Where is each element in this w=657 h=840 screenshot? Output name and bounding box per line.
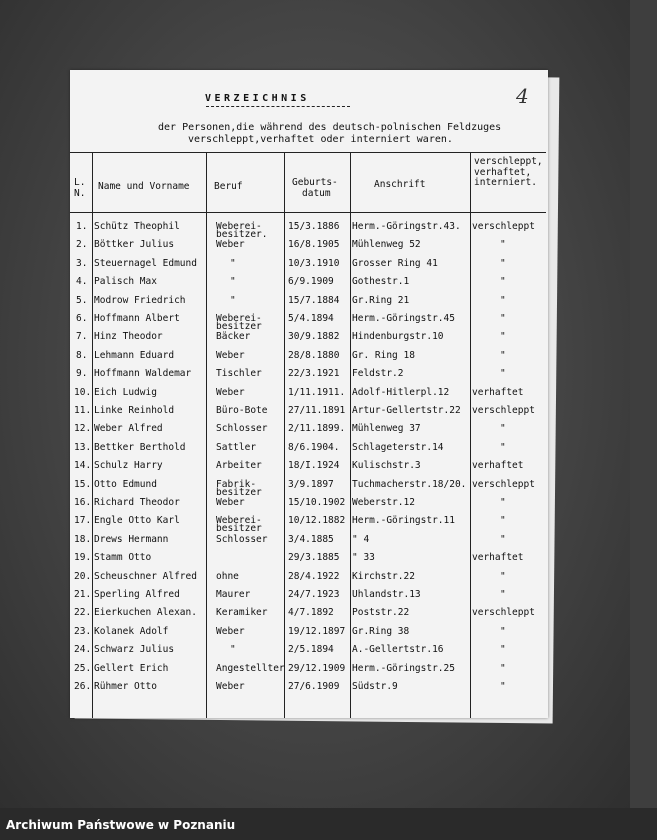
row-date: 28/4.1922 — [288, 570, 340, 582]
row-date: 8/6.1904. — [288, 441, 340, 453]
row-beruf: " — [230, 257, 236, 269]
row-status: " — [500, 533, 506, 545]
row-status: " — [500, 368, 506, 380]
row-name: Sperling Alfred — [94, 589, 180, 600]
row-beruf: Weberei- — [216, 515, 262, 527]
row-beruf: Bäcker — [216, 331, 251, 343]
row-date: 29/12.1909 — [288, 662, 346, 674]
row-date: 29/3.1885 — [288, 552, 340, 564]
row-number: 10. — [74, 386, 92, 398]
col-rule-beruf — [284, 152, 285, 718]
subtitle-line-1: der Personen,die während des deutsch-polnischen Feldzuges — [158, 122, 502, 133]
title-underline — [206, 106, 350, 107]
row-address: Hindenburgstr.10 — [352, 331, 444, 343]
row-number: 11. — [74, 405, 92, 416]
row-date: 15/10.1902 — [288, 497, 346, 508]
row-date: 3/9.1897 — [288, 478, 334, 490]
row-beruf: Weber — [216, 349, 245, 361]
row-address: Grosser Ring 41 — [352, 257, 438, 269]
row-number: 6. — [76, 313, 88, 324]
row-number: 4. — [76, 276, 88, 288]
row-status: " — [500, 497, 506, 508]
row-beruf: Weber — [216, 239, 245, 251]
row-status: " — [500, 331, 506, 343]
row-number: 3. — [76, 257, 88, 269]
row-beruf: Weber — [216, 681, 245, 692]
row-number: 22. — [74, 607, 92, 619]
row-date: 15/3.1886 — [288, 221, 340, 232]
col-rule-name — [206, 152, 207, 718]
row-number: 9. — [76, 368, 88, 380]
row-beruf-continued: besitzer — [216, 523, 262, 535]
row-beruf: Arbeiter — [216, 460, 262, 472]
row-name: Drews Hermann — [94, 533, 169, 545]
row-name: Hoffmann Waldemar — [94, 368, 192, 380]
row-beruf: Maurer — [216, 589, 251, 600]
header-anschrift: Anschrift — [374, 179, 426, 190]
row-date: 18/I.1924 — [288, 460, 340, 472]
row-address: Herm.-Göringstr.25 — [352, 662, 455, 674]
row-status: " — [500, 644, 506, 656]
row-status: " — [500, 589, 506, 600]
subtitle-line-2: verschleppt,verhaftet oder interniert waren. — [188, 134, 453, 145]
row-date: 10/12.1882 — [288, 515, 346, 527]
row-date: 19/12.1897 — [288, 625, 346, 637]
header-ln: L. N. — [74, 177, 86, 199]
row-name: Engle Otto Karl — [94, 515, 180, 527]
row-name: Hinz Theodor — [94, 331, 163, 343]
row-address: Artur-Gellertstr.22 — [352, 405, 461, 416]
row-status: " — [500, 662, 506, 674]
row-beruf-continued: besitzer — [216, 321, 262, 332]
row-beruf: " — [230, 276, 236, 288]
row-address: Schlageterstr.14 — [352, 441, 444, 453]
row-number: 8. — [76, 349, 88, 361]
row-name: Stamm Otto — [94, 552, 152, 564]
row-number: 5. — [76, 294, 88, 306]
col-rule-ln — [92, 152, 93, 718]
row-beruf: Schlosser — [216, 423, 268, 435]
row-address: Gr.Ring 38 — [352, 625, 410, 637]
row-beruf: Weber — [216, 497, 245, 508]
row-number: 12. — [74, 423, 92, 435]
row-beruf: " — [230, 294, 236, 306]
row-status: " — [500, 239, 506, 251]
row-number: 15. — [74, 478, 92, 490]
row-number: 23. — [74, 625, 92, 637]
row-date: 6/9.1909 — [288, 276, 334, 288]
row-date: 3/4.1885 — [288, 533, 334, 545]
row-number: 26. — [74, 681, 92, 692]
col-rule-addr — [470, 152, 471, 718]
table-header-rule — [70, 212, 546, 213]
row-beruf-continued: besitzer — [216, 486, 262, 498]
row-date: 16/8.1905 — [288, 239, 340, 251]
row-status: " — [500, 625, 506, 637]
row-address: Herm.-Göringstr.43. — [352, 221, 461, 232]
row-date: 27/11.1891 — [288, 405, 346, 416]
row-status: " — [500, 349, 506, 361]
row-name: Weber Alfred — [94, 423, 163, 435]
row-name: Böttker Julius — [94, 239, 175, 251]
row-date: 2/11.1899. — [288, 423, 346, 435]
row-status: " — [500, 441, 506, 453]
row-date: 24/7.1923 — [288, 589, 340, 600]
row-status: " — [500, 276, 506, 288]
row-status: " — [500, 681, 506, 692]
row-status: " — [500, 423, 506, 435]
row-status: verschleppt — [472, 607, 535, 619]
row-date: 1/11.1911. — [288, 386, 346, 398]
row-address: Südstr.9 — [352, 681, 398, 692]
row-number: 18. — [74, 533, 92, 545]
row-name: Eierkuchen Alexan. — [94, 607, 197, 619]
row-number: 17. — [74, 515, 92, 527]
row-beruf: Weber — [216, 625, 245, 637]
row-name: Lehmann Eduard — [94, 349, 175, 361]
row-date: 10/3.1910 — [288, 257, 340, 269]
row-number: 1. — [76, 221, 88, 232]
row-beruf: Keramiker — [216, 607, 268, 619]
row-beruf: Tischler — [216, 368, 262, 380]
row-date: 15/7.1884 — [288, 294, 340, 306]
row-name: Scheuschner Alfred — [94, 570, 197, 582]
row-name: Kolanek Adolf — [94, 625, 169, 637]
row-beruf: Büro-Bote — [216, 405, 268, 416]
row-address: " 4 — [352, 533, 370, 545]
header-status: verschleppt, verhaftet, interniert. — [474, 156, 543, 188]
row-address: Tuchmacherstr.18/20. — [352, 478, 467, 490]
row-address: Herm.-Göringstr.11 — [352, 515, 455, 527]
row-name: Linke Reinhold — [94, 405, 175, 416]
row-address: Gr.Ring 21 — [352, 294, 410, 306]
row-name: Steuernagel Edmund — [94, 257, 197, 269]
row-beruf-continued: besitzer. — [216, 229, 268, 240]
row-number: 19. — [74, 552, 92, 564]
header-geburtsdatum: Geburts- datum — [292, 177, 338, 199]
header-name: Name und Vorname — [98, 181, 190, 192]
row-name: Schulz Harry — [94, 460, 163, 472]
row-date: 30/9.1882 — [288, 331, 340, 343]
document-title: VERZEICHNIS — [205, 93, 310, 104]
row-name: Schütz Theophil — [94, 221, 180, 232]
row-address: Herm.-Göringstr.45 — [352, 313, 455, 324]
table-top-rule — [70, 152, 546, 153]
row-name: Hoffmann Albert — [94, 313, 180, 324]
row-name: Eich Ludwig — [94, 386, 157, 398]
row-number: 20. — [74, 570, 92, 582]
row-status: verhaftet — [472, 460, 524, 472]
row-address: Gothestr.1 — [352, 276, 410, 288]
row-beruf: ohne — [216, 570, 239, 582]
row-address: Uhlandstr.13 — [352, 589, 421, 600]
row-name: Modrow Friedrich — [94, 294, 186, 306]
row-beruf: Weberei- — [216, 221, 262, 232]
row-status: " — [500, 313, 506, 324]
row-status: " — [500, 294, 506, 306]
row-status: verhaftet — [472, 386, 524, 398]
header-beruf: Beruf — [214, 181, 243, 192]
row-beruf: Fabrik- — [216, 478, 257, 490]
archive-label: Archiwum Państwowe w Poznaniu — [6, 818, 236, 832]
row-number: 13. — [74, 441, 92, 453]
row-beruf: Angestellter — [216, 662, 285, 674]
row-number: 2. — [76, 239, 88, 251]
row-address: Mühlenweg 52 — [352, 239, 421, 251]
row-number: 16. — [74, 497, 92, 508]
row-number: 21. — [74, 589, 92, 600]
row-date: 27/6.1909 — [288, 681, 340, 692]
row-name: Otto Edmund — [94, 478, 157, 490]
row-number: 14. — [74, 460, 92, 472]
row-address: Feldstr.2 — [352, 368, 404, 380]
row-name: Gellert Erich — [94, 662, 169, 674]
row-status: " — [500, 570, 506, 582]
row-name: Rühmer Otto — [94, 681, 157, 692]
row-date: 4/7.1892 — [288, 607, 334, 619]
row-address: Poststr.22 — [352, 607, 410, 619]
row-beruf: Weberei- — [216, 313, 262, 324]
row-name: Richard Theodor — [94, 497, 180, 508]
row-status: verschleppt — [472, 405, 535, 416]
row-name: Palisch Max — [94, 276, 157, 288]
row-date: 28/8.1880 — [288, 349, 340, 361]
row-date: 5/4.1894 — [288, 313, 334, 324]
row-date: 2/5.1894 — [288, 644, 334, 656]
row-address: Kulischstr.3 — [352, 460, 421, 472]
row-address: Kirchstr.22 — [352, 570, 415, 582]
row-address: " 33 — [352, 552, 375, 564]
row-address: Weberstr.12 — [352, 497, 415, 508]
row-beruf: Schlosser — [216, 533, 268, 545]
row-status: " — [500, 257, 506, 269]
row-status: verhaftet — [472, 552, 524, 564]
row-address: Gr. Ring 18 — [352, 349, 415, 361]
row-name: Schwarz Julius — [94, 644, 175, 656]
page-number: 4 — [516, 84, 529, 108]
row-address: Adolf-Hitlerpl.12 — [352, 386, 450, 398]
row-number: 25. — [74, 662, 92, 674]
row-status: verschleppt — [472, 478, 535, 490]
row-beruf: " — [230, 644, 236, 656]
col-rule-date — [350, 152, 351, 718]
row-address: A.-Gellertstr.16 — [352, 644, 444, 656]
row-status: " — [500, 515, 506, 527]
row-status: verschleppt — [472, 221, 535, 232]
row-name: Bettker Berthold — [94, 441, 186, 453]
row-number: 7. — [76, 331, 88, 343]
row-number: 24. — [74, 644, 92, 656]
row-beruf: Weber — [216, 386, 245, 398]
row-date: 22/3.1921 — [288, 368, 340, 380]
row-beruf: Sattler — [216, 441, 257, 453]
row-address: Mühlenweg 37 — [352, 423, 421, 435]
